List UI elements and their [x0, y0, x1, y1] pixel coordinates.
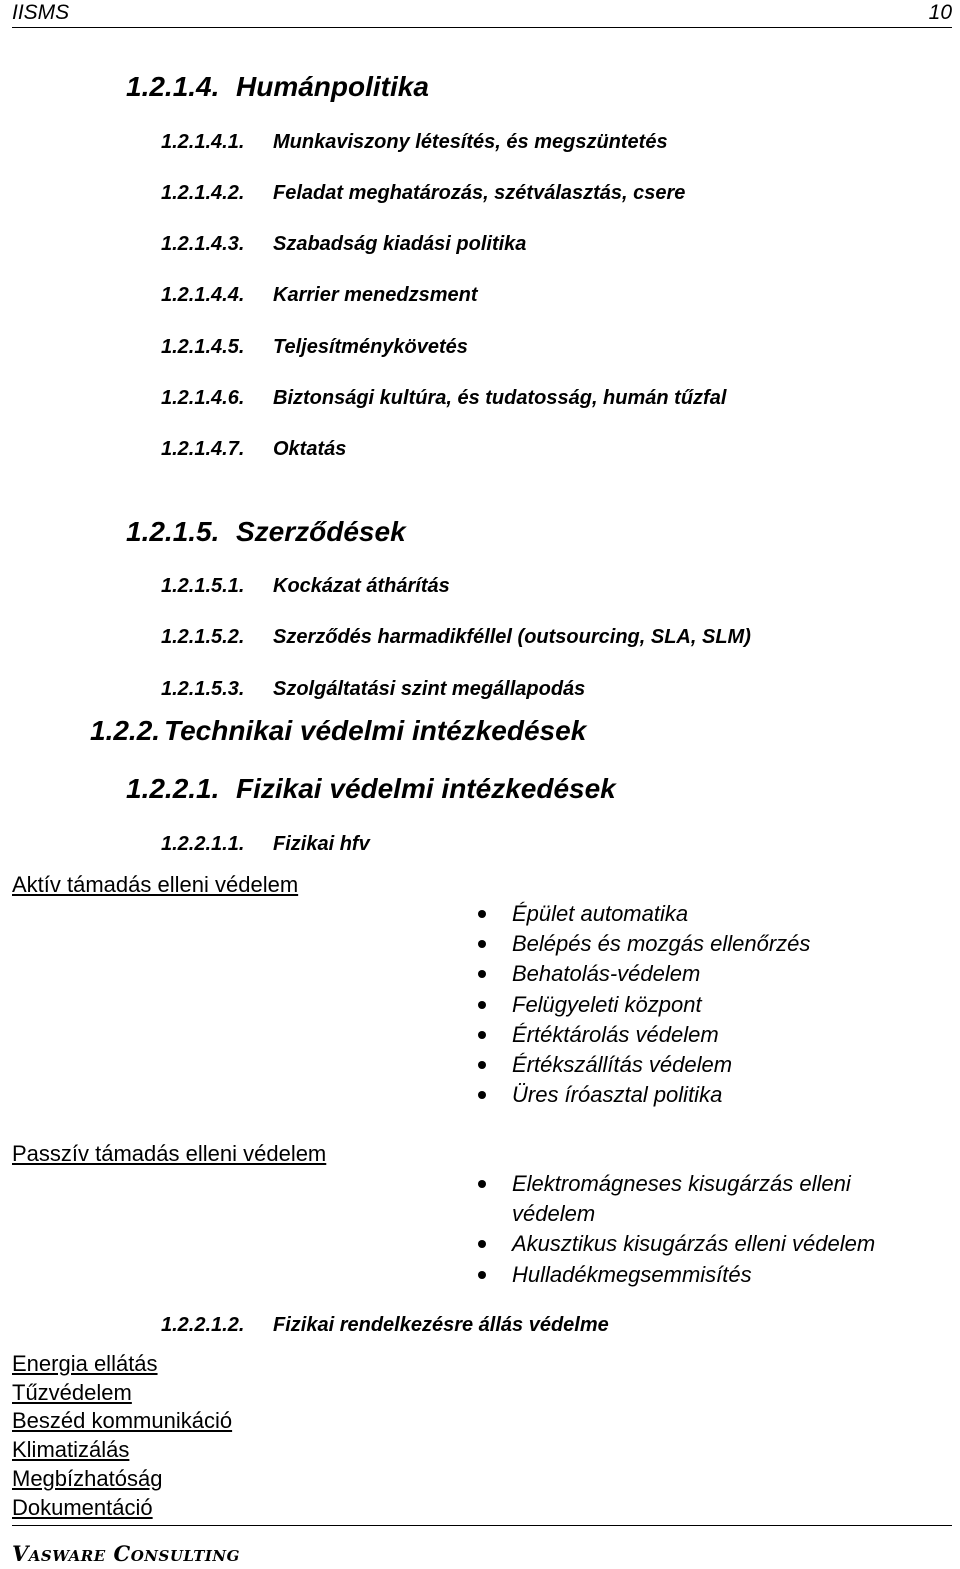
list-item: Belépés és mozgás ellenőrzés — [478, 929, 810, 959]
subheading-number: 1.2.1.4.4. — [161, 284, 245, 306]
subheading-title: Szerződés harmadikféllel (outsourcing, SLA, SLM) — [273, 626, 751, 648]
page-number: 10 — [928, 1, 952, 24]
subheading-number: 1.2.1.5.1. — [161, 575, 245, 597]
list-item: Épület automatika — [478, 899, 810, 929]
list-item: Üres íróasztal politika — [478, 1080, 810, 1110]
header-title: IISMS — [12, 1, 70, 24]
subheading-title: Karrier menedzsment — [273, 284, 478, 306]
subheading-1-2-1-4-1 — [161, 131, 668, 154]
passive-defense-list — [478, 1169, 928, 1290]
heading-1-2-1-4 — [126, 71, 429, 103]
subheading-number: 1.2.1.4.6. — [161, 387, 245, 409]
list-item: Tűzvédelem — [12, 1379, 132, 1405]
list-item: Értékszállítás védelem — [478, 1050, 810, 1080]
subheading-1-2-1-4-3 — [161, 233, 526, 256]
subheading-number: 1.2.1.4.2. — [161, 182, 245, 204]
subheading-number: 1.2.1.4.7. — [161, 438, 245, 460]
heading-number: 1.2.1.4. — [126, 71, 220, 102]
subheading-1-2-1-4-4 — [161, 284, 478, 307]
subheading-title: Fizikai rendelkezésre állás védelme — [273, 1314, 609, 1336]
subheading-title: Fizikai hfv — [273, 833, 370, 855]
subheading-title: Munkaviszony létesítés, és megszüntetés — [273, 131, 668, 153]
availability-list — [12, 1350, 232, 1522]
list-item: Hulladékmegsemmisítés — [478, 1260, 928, 1290]
subheading-1-2-2-1-2 — [161, 1314, 609, 1337]
heading-number: 1.2.1.5. — [126, 516, 220, 547]
subheading-number: 1.2.2.1.2. — [161, 1314, 245, 1336]
subheading-number: 1.2.1.5.2. — [161, 626, 245, 648]
subheading-title: Teljesítménykövetés — [273, 336, 468, 358]
subheading-number: 1.2.1.5.3. — [161, 678, 245, 700]
list-item: Felügyeleti központ — [478, 990, 810, 1020]
list-item: Beszéd kommunikáció — [12, 1408, 233, 1434]
list-item: Energia ellátás — [12, 1351, 158, 1376]
active-defense-label: Aktív támadás elleni védelem — [12, 872, 299, 897]
list-item: Akusztikus kisugárzás elleni védelem — [478, 1229, 928, 1259]
heading-number: 1.2.2. — [90, 715, 161, 746]
heading-title: Szerződések — [236, 516, 406, 547]
subheading-title: Szolgáltatási szint megállapodás — [273, 678, 586, 700]
list-item: Elektromágneses kisugárzás elleni védelem — [478, 1169, 902, 1229]
passive-defense-label: Passzív támadás elleni védelem — [12, 1141, 327, 1166]
subheading-1-2-1-4-6 — [161, 387, 726, 410]
subheading-number: 1.2.1.4.3. — [161, 233, 245, 255]
subheading-1-2-1-4-2 — [161, 182, 685, 205]
active-defense-list — [478, 899, 810, 1110]
heading-title: Technikai védelmi intézkedések — [164, 715, 587, 746]
subheading-1-2-1-4-7 — [161, 438, 346, 461]
heading-1-2-2-1 — [126, 773, 616, 805]
subheading-title: Szabadság kiadási politika — [273, 233, 527, 255]
subheading-1-2-1-5-2 — [161, 626, 751, 649]
subheading-title: Kockázat áthárítás — [273, 575, 450, 597]
heading-title: Humánpolitika — [236, 71, 429, 102]
subheading-1-2-2-1-1 — [161, 833, 370, 856]
heading-number: 1.2.2.1. — [126, 773, 220, 804]
subheading-title: Biztonsági kultúra, és tudatosság, humán tűzfal — [273, 387, 727, 409]
list-item: Dokumentáció — [12, 1494, 153, 1520]
subheading-title: Feladat meghatározás, szétválasztás, csere — [273, 182, 686, 204]
subheading-title: Oktatás — [273, 438, 347, 460]
subheading-number: 1.2.1.4.5. — [161, 336, 245, 358]
list-item: Klimatizálás — [12, 1437, 130, 1463]
heading-title: Fizikai védelmi intézkedések — [236, 773, 616, 804]
heading-1-2-2 — [90, 715, 586, 747]
subheading-1-2-1-5-3 — [161, 678, 585, 701]
subheading-number: 1.2.1.4.1. — [161, 131, 245, 153]
page-header — [12, 0, 952, 28]
list-item: Értéktárolás védelem — [478, 1020, 810, 1050]
list-item: Megbízhatóság — [12, 1465, 163, 1491]
heading-1-2-1-5 — [126, 516, 406, 548]
subheading-1-2-1-5-1 — [161, 575, 450, 598]
subheading-1-2-1-4-5 — [161, 336, 468, 359]
subheading-number: 1.2.2.1.1. — [161, 833, 245, 855]
footer-brand-logo: Vasware Consulting — [12, 1541, 240, 1566]
footer-divider — [12, 1525, 952, 1526]
list-item: Behatolás-védelem — [478, 959, 810, 989]
